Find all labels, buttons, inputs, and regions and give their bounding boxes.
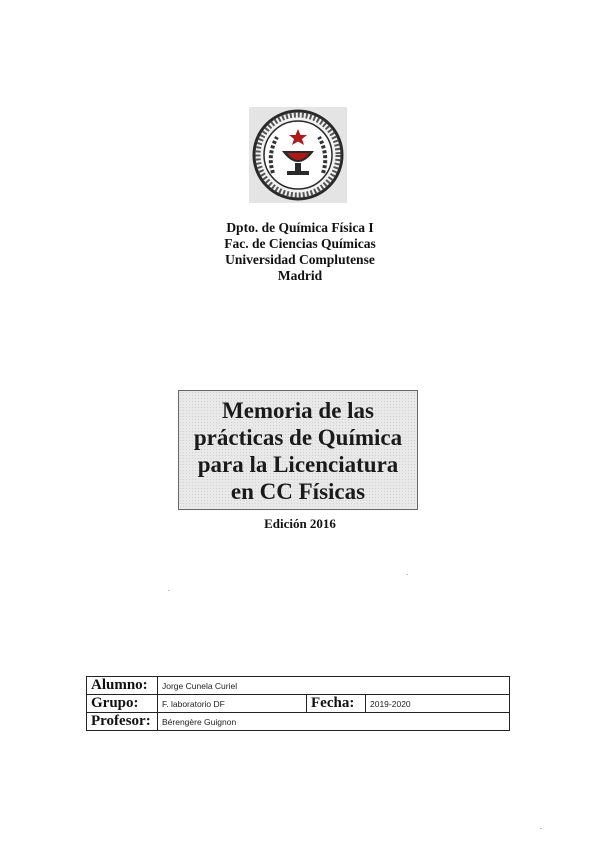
student-label: Alumno: — [87, 677, 158, 695]
title-line-4: en CC Físicas — [230, 479, 366, 504]
document-title-box — [178, 390, 418, 510]
table-row — [87, 677, 510, 695]
professor-value: Bérengère Guignon — [158, 713, 510, 731]
department-header — [200, 220, 400, 284]
group-value: F. laboratorio DF — [158, 695, 307, 713]
group-label: Grupo: — [87, 695, 158, 713]
student-info-table — [86, 676, 510, 731]
scan-speck — [406, 574, 408, 575]
university-seal-icon — [249, 107, 347, 203]
date-value: 2019-2020 — [366, 695, 510, 713]
professor-label: Profesor: — [87, 713, 158, 731]
table-row — [87, 713, 510, 731]
dept-line-3: Universidad Complutense — [225, 252, 375, 267]
scan-speck — [540, 828, 542, 829]
title-line-3: para la Licenciatura — [197, 452, 399, 477]
student-value: Jorge Cunela Curiel — [158, 677, 510, 695]
edition-label: Edición 2016 — [264, 516, 336, 531]
date-label: Fecha: — [307, 695, 366, 713]
scan-speck — [168, 590, 170, 591]
table-row — [87, 695, 510, 713]
dept-line-1: Dpto. de Química Física I — [226, 220, 374, 235]
title-line-1: Memoria de las — [221, 398, 374, 423]
dept-line-2: Fac. de Ciencias Químicas — [224, 236, 376, 251]
dept-line-4: Madrid — [277, 268, 323, 283]
title-line-2: prácticas de Química — [193, 425, 403, 450]
